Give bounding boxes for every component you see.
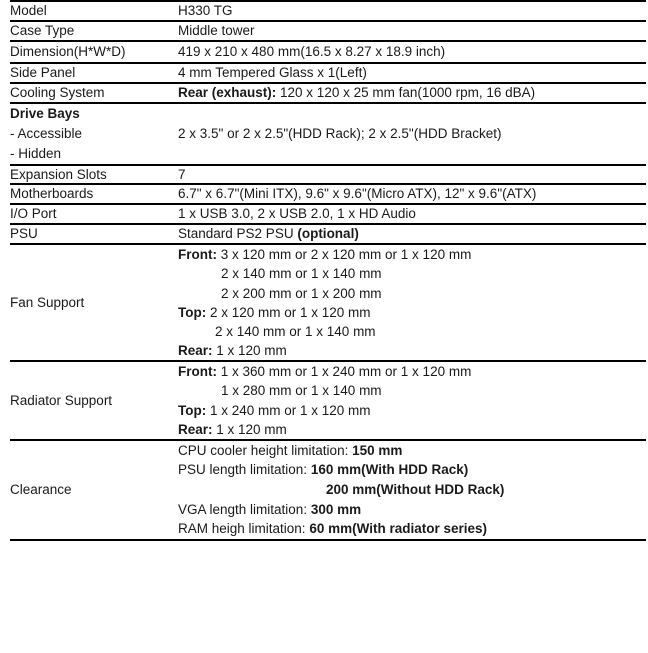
radiator-support-line-label: Rear: [178,421,213,437]
table-row [10,103,646,165]
row-value-motherboards [178,184,646,204]
label-text: Motherboards [10,186,94,202]
clearance-line-value: 160 mm(With HDD Rack) [310,462,469,478]
value-text: 6.7" x 6.7"(Mini ITX), 9.6" x 9.6"(Micro ATX), 12" x 9.6"(ATX) [178,186,537,202]
fan-support-line-text: 2 x 140 mm or 1 x 140 mm [215,323,376,339]
row-label-side-panel [10,63,178,83]
row-label-case-type [10,21,178,41]
fan-support-line-label: Top: [178,304,207,320]
table-row [10,204,646,224]
table-row [10,244,646,361]
fan-support-line [178,322,646,341]
label-text: Fan Support [10,294,85,310]
row-label-fan-support [10,244,178,361]
row-value-case-type [178,21,646,41]
specification-table-body [10,1,646,540]
table-row [10,21,646,41]
table-row [10,224,646,244]
value-text: 1 x USB 3.0, 2 x USB 2.0, 1 x HD Audio [178,206,416,222]
value-text: Standard PS2 PSU [178,226,298,242]
row-value-model [178,1,646,21]
clearance-line-label: CPU cooler height limitation: [178,442,353,458]
label-text: Clearance [10,481,72,497]
drive-bays-hidden-label: - Hidden [10,145,62,161]
clearance-line-label: PSU length limitation: [178,462,311,478]
fan-support-line-text: 1 x 120 mm [212,343,287,359]
table-row [10,165,646,185]
radiator-support-line [178,420,646,439]
fan-support-line-text: 2 x 120 mm or 1 x 120 mm [206,304,371,320]
value-text: 4 mm Tempered Glass x 1(Left) [178,64,367,80]
label-text: Expansion Slots [10,166,107,182]
fan-support-line [178,303,646,322]
fan-support-line-list [178,245,646,360]
row-value-io-port [178,204,646,224]
label-text: Dimension(H*W*D) [10,43,126,59]
row-label-cooling-system [10,83,178,103]
drive-bays-label-group [10,104,178,164]
clearance-line-value: 200 mm(Without HDD Rack) [326,482,505,497]
drive-bays-heading: Drive Bays [10,105,80,121]
drive-bays-accessible-label: - Accessible [10,126,83,142]
clearance-line-value: 60 mm(With radiator series) [309,521,487,537]
row-value-dimension [178,41,646,63]
fan-support-line-text: 3 x 120 mm or 2 x 120 mm or 1 x 120 mm [216,247,472,263]
row-value-psu [178,224,646,244]
row-value-drive-bays [178,103,646,165]
radiator-support-line-text: 1 x 120 mm [212,421,287,437]
radiator-support-line-text: 1 x 280 mm or 1 x 140 mm [221,383,382,399]
label-text: Radiator Support [10,392,113,408]
row-value-clearance [178,440,646,540]
value-emphasis: Rear (exhaust): [178,84,277,100]
row-value-cooling-system [178,83,646,103]
fan-support-line-label: Front: [178,247,217,263]
clearance-line-list [178,441,646,539]
value-text: 2 x 3.5" or 2 x 2.5"(HDD Rack); 2 x 2.5"(HDD Bracket) [178,125,502,141]
fan-support-line-label: Rear: [178,343,213,359]
value-text: Middle tower [178,22,255,38]
row-label-psu [10,224,178,244]
fan-support-line-text: 2 x 140 mm or 1 x 140 mm [221,266,382,282]
clearance-line [178,441,646,461]
table-row [10,1,646,21]
clearance-line-label: RAM heigh limitation: [178,521,310,537]
row-label-model [10,1,178,21]
row-label-dimension [10,41,178,63]
table-row [10,440,646,540]
row-value-fan-support [178,244,646,361]
row-label-clearance [10,440,178,540]
value-text: 120 x 120 x 25 mm fan(1000 rpm, 16 dBA) [276,84,536,100]
fan-support-line [178,284,646,303]
label-text: PSU [10,226,38,242]
clearance-line [178,480,646,500]
row-label-radiator-support [10,361,178,440]
row-value-side-panel [178,63,646,83]
table-row [10,83,646,103]
table-row [10,184,646,204]
value-emphasis: (optional) [297,226,359,242]
clearance-line-value: 150 mm [352,442,403,458]
radiator-support-line [178,401,646,420]
clearance-line-label: VGA length limitation: [178,501,311,517]
label-text: Model [10,3,47,18]
fan-support-line [178,341,646,360]
row-value-expansion-slots [178,165,646,185]
label-text: Case Type [10,22,75,38]
specification-table [10,0,646,541]
row-label-drive-bays [10,103,178,165]
value-text: 419 x 210 x 480 mm(16.5 x 8.27 x 18.9 inch) [178,43,446,59]
radiator-support-line [178,362,646,381]
radiator-support-line-text: 1 x 360 mm or 1 x 240 mm or 1 x 120 mm [216,364,472,380]
label-text: Side Panel [10,64,76,80]
row-label-expansion-slots [10,165,178,185]
table-row [10,63,646,83]
value-text: 7 [178,166,186,182]
radiator-support-line-list [178,362,646,439]
clearance-line [178,500,646,520]
clearance-line [178,460,646,480]
radiator-support-line [178,381,646,400]
fan-support-line-text: 2 x 200 mm or 1 x 200 mm [221,285,382,301]
row-value-radiator-support [178,361,646,440]
table-row [10,41,646,63]
clearance-line [178,519,646,539]
row-label-io-port [10,204,178,224]
label-text: I/O Port [10,206,57,222]
radiator-support-line-text: 1 x 240 mm or 1 x 120 mm [206,402,371,418]
table-row [10,361,646,440]
label-text: Cooling System [10,84,105,100]
clearance-line-value: 300 mm [310,501,362,517]
row-label-motherboards [10,184,178,204]
value-text: H330 TG [178,3,233,18]
radiator-support-line-label: Top: [178,402,207,418]
fan-support-line [178,245,646,264]
radiator-support-line-label: Front: [178,364,217,380]
fan-support-line [178,264,646,283]
